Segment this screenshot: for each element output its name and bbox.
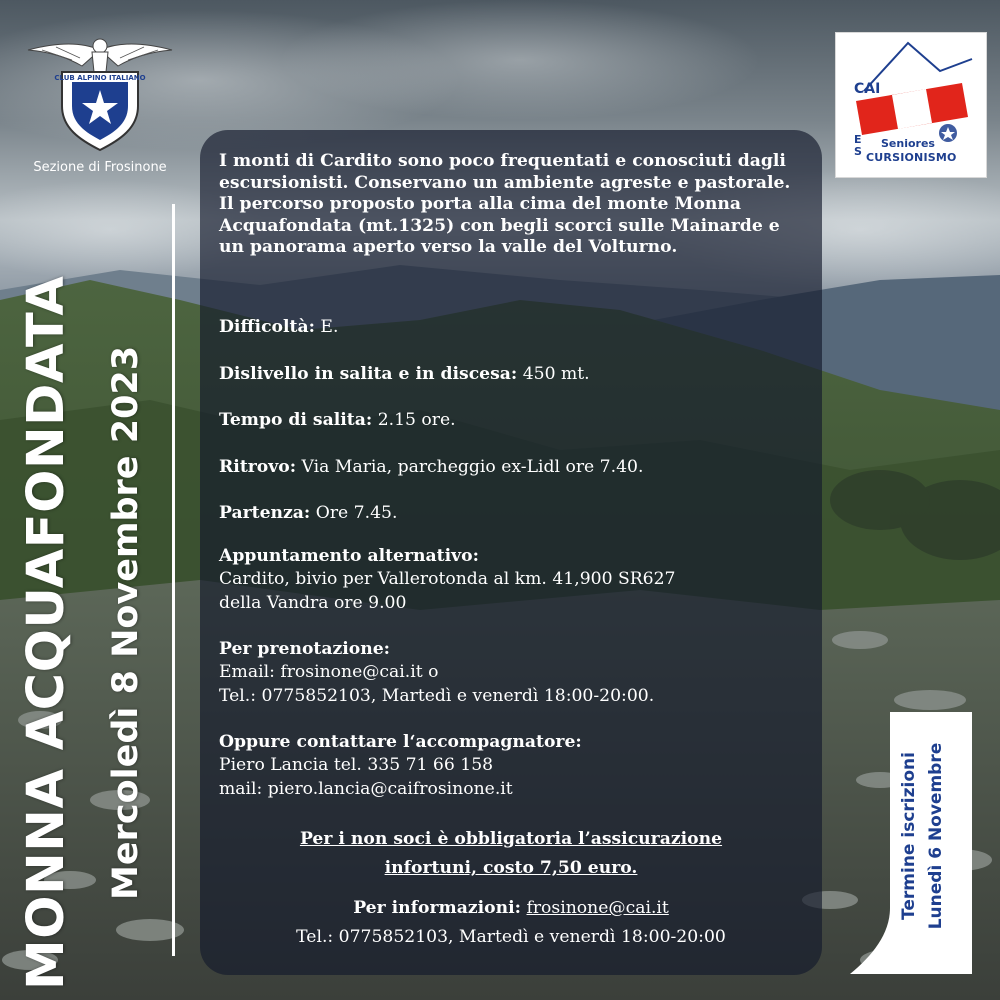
difficulty-value: E. — [314, 317, 339, 337]
logo-s-letter: S — [854, 145, 862, 158]
guide-email: mail: piero.lancia@caifrosinone.it — [219, 779, 513, 799]
ascent-time-line — [219, 410, 456, 432]
meeting-point-line — [219, 457, 643, 479]
logo-seniores-text: Seniores — [881, 137, 935, 150]
elevation-label: Dislivello in salita e in discesa: — [219, 364, 518, 384]
departure-line — [219, 503, 397, 525]
logo-escursionismo-text: CURSIONISMO — [866, 151, 957, 164]
section-label: Sezione di Frosinone — [33, 160, 167, 175]
deadline-line2: Lunedì 6 Novembre — [926, 742, 946, 930]
departure-value: Ore 7.45. — [310, 503, 398, 523]
cai-emblem-logo — [22, 28, 178, 158]
ascent-time-label: Tempo di salita: — [219, 410, 373, 430]
info-email-link[interactable]: frosinone@cai.it — [526, 898, 669, 918]
departure-label: Partenza: — [219, 503, 311, 523]
difficulty-line — [219, 317, 338, 339]
ascent-time-value: 2.15 ore. — [372, 410, 456, 430]
guide-label: Oppure contattare l‘accompagnatore: — [219, 732, 582, 752]
difficulty-label: Difficoltà: — [219, 317, 315, 337]
deadline-text — [896, 726, 966, 946]
vertical-divider — [172, 204, 175, 956]
insurance-line2: infortuni, costo 7,50 euro. — [384, 858, 638, 878]
event-date: Mercoledì 8 Novembre 2023 — [106, 345, 146, 900]
meeting-point-value: Via Maria, parcheggio ex-Lidl ore 7.40. — [296, 457, 644, 477]
logo-e-letter: E — [854, 133, 862, 146]
logo-cai-text: CAI — [854, 81, 881, 97]
info-phone: Tel.: 0775852103, Martedì e venerdì 18:00-20:00 — [296, 927, 726, 947]
info-line — [200, 898, 822, 920]
alt-meeting-label: Appuntamento alternativo: — [219, 546, 479, 566]
event-title: MONNA ACQUAFONDATA — [17, 275, 76, 990]
seniores-logo — [835, 32, 987, 178]
elevation-line — [219, 364, 590, 386]
booking-label: Per prenotazione: — [219, 639, 391, 659]
booking-phone: Tel.: 0775852103, Martedì e venerdì 18:00-20:00. — [219, 686, 655, 706]
booking-email: Email: frosinone@cai.it o — [219, 662, 439, 682]
alt-meeting-line1: Cardito, bivio per Vallerotonda al km. 41,900 SR627 — [219, 569, 676, 589]
meeting-point-label: Ritrovo: — [219, 457, 297, 477]
emblem-text: CLUB ALPINO ITALIANO — [54, 74, 146, 82]
description: I monti di Cardito sono poco frequentati e conosciuti dagli escursionisti. Conservano un ambiente agreste e pastorale. Il percorso proposto porta alla cima del monte Monna Acquafondata (mt.1325) con begli scorci sulle Mainarde e un panorama aperto verso la valle del Volturno. — [219, 151, 791, 257]
alt-meeting-line2: della Vandra ore 9.00 — [219, 593, 407, 613]
info-label: Per informazioni: — [353, 898, 522, 918]
insurance-line1: Per i non soci è obbligatoria l’assicurazione — [299, 829, 723, 849]
deadline-line1: Termine iscrizioni — [899, 752, 919, 920]
guide-phone: Piero Lancia tel. 335 71 66 158 — [219, 755, 494, 775]
elevation-value: 450 mt. — [517, 364, 590, 384]
